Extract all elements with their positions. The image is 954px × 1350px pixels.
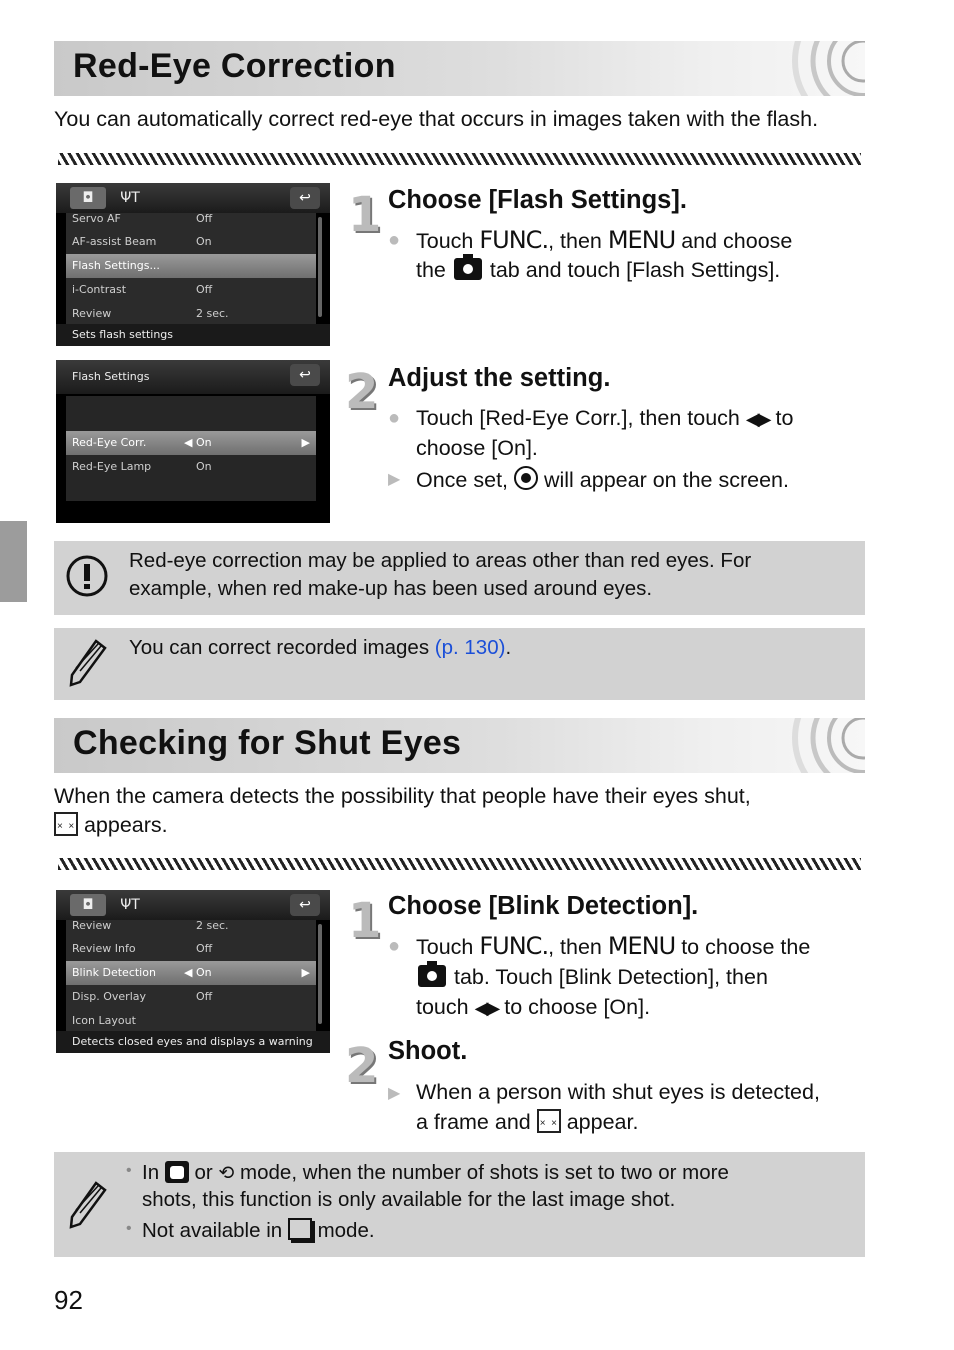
banner-ripple-icon	[745, 41, 865, 96]
step-number: 1	[348, 187, 382, 243]
back-icon: ↩	[290, 894, 320, 916]
tools-tab-icon: ΨΤ	[120, 897, 140, 913]
step-number: 1	[348, 893, 382, 949]
instruction-bullet: ● Touch FUNC., then MENU and choose the tab and touch [Flash Settings].	[388, 226, 793, 282]
left-right-arrows-icon: ◀▶	[474, 998, 499, 1018]
bullet-dot-icon: •	[126, 1220, 132, 1237]
func-icon: FUNC.	[479, 226, 549, 254]
screen-header	[56, 360, 330, 394]
list-item-selected: Red-Eye Corr. On ◀ ▶	[66, 431, 316, 455]
menu-list	[66, 920, 316, 1032]
step-heading: Choose [Flash Settings].	[388, 186, 687, 214]
instruction-bullet: ● Touch FUNC., then MENU to choose the tab. Touch [Blink Detection], then touch ◀▶ to choose [On].	[388, 932, 811, 1019]
list-item-selected: Flash Settings...	[66, 254, 316, 278]
camera-tab-icon	[454, 258, 482, 280]
self-timer-icon: ⟲	[218, 1163, 235, 1184]
bullet-dot-icon: •	[126, 1162, 132, 1179]
section-intro: You can automatically correct red-eye that occurs in images taken with the flash.	[54, 107, 819, 131]
list-item: Red-Eye Lamp On	[72, 460, 212, 473]
continuous-shooting-icon	[288, 1218, 312, 1240]
caution-text-line: Red-eye correction may be applied to areas other than red eyes. For	[129, 549, 752, 572]
list-item-selected: Blink Detection On ◀ ▶	[66, 961, 316, 985]
result-arrow-icon: ▶	[388, 1085, 401, 1102]
memo-text: You can correct recorded images (p. 130).	[129, 636, 512, 659]
settings-list	[66, 396, 316, 501]
list-item: Review 2 sec.	[72, 919, 229, 932]
list-item: Disp. Overlay Off	[72, 990, 213, 1003]
camera-tab-icon: ◘	[70, 894, 106, 916]
menu-list	[66, 213, 316, 325]
scrollbar	[318, 924, 322, 1024]
page-number: 92	[54, 1285, 83, 1315]
screen-title: Flash Settings	[72, 370, 150, 383]
section-title: Checking for Shut Eyes	[73, 724, 462, 762]
screen-footer: Sets flash settings	[56, 324, 330, 346]
step-heading: Shoot.	[388, 1037, 468, 1065]
camera-tab-icon	[418, 965, 446, 987]
section-banner-red-eye	[54, 41, 865, 96]
list-item: i-Contrast Off	[72, 283, 213, 296]
instruction-bullet: ● Touch [Red-Eye Corr.], then touch ◀▶ to choose [On]. ▶ Once set, will appear on the screen.	[388, 403, 858, 498]
instruction-bullet: ▶ When a person with shut eyes is detected, a frame and × × appear.	[388, 1077, 858, 1139]
banner-ripple-icon	[745, 718, 865, 773]
memo-text-line: shots, this function is only available for the last image shot.	[142, 1188, 676, 1211]
list-item: Review 2 sec.	[72, 307, 229, 320]
pencil-icon	[68, 638, 108, 688]
menu-icon: MENU	[607, 932, 676, 960]
step-number: 2	[345, 1038, 379, 1094]
smart-shutter-face-icon	[165, 1161, 189, 1183]
hatch-divider	[58, 153, 861, 165]
caution-box	[54, 541, 865, 615]
section-banner-shut-eyes	[54, 718, 865, 773]
scrollbar	[318, 217, 322, 317]
memo-text-line: Not available in mode.	[142, 1219, 375, 1242]
memo-text-line: In or ⟲ mode, when the number of shots is set to two or more	[142, 1161, 729, 1184]
list-item: AF-assist Beam On	[72, 235, 212, 248]
memo-box	[54, 628, 865, 700]
back-icon: ↩	[290, 364, 320, 386]
shut-eyes-icon	[537, 1109, 561, 1133]
page-reference-link[interactable]: (p. 130)	[434, 636, 506, 659]
camera-screen-flash-settings	[56, 360, 330, 523]
left-right-arrows-icon: ◀▶	[745, 409, 770, 429]
back-icon: ↩	[290, 187, 320, 209]
section-title: Red-Eye Correction	[73, 47, 396, 85]
red-eye-icon	[514, 466, 538, 490]
step-heading: Adjust the setting.	[388, 364, 611, 392]
list-item: Review Info Off	[72, 942, 213, 955]
memo-box	[54, 1152, 865, 1257]
menu-icon: MENU	[607, 226, 676, 254]
step-number: 2	[345, 364, 379, 420]
result-arrow-icon: ▶	[388, 471, 401, 488]
bullet-dot-icon: ●	[388, 407, 401, 429]
pencil-icon	[68, 1180, 108, 1230]
screen-footer: Detects closed eyes and displays a warning	[56, 1031, 330, 1053]
right-arrow-icon: ▶	[301, 966, 310, 979]
camera-screen-menu	[56, 183, 330, 346]
left-arrow-icon: ◀	[184, 966, 193, 979]
tools-tab-icon: ΨΤ	[120, 190, 140, 206]
camera-tab-icon: ◘	[70, 187, 106, 209]
hatch-divider	[58, 858, 861, 870]
step-heading: Choose [Blink Detection].	[388, 892, 699, 920]
caution-text-line: example, when red make-up has been used around eyes.	[129, 577, 653, 600]
left-arrow-icon: ◀	[184, 436, 193, 449]
bullet-dot-icon: ●	[388, 935, 401, 957]
func-icon: FUNC.	[479, 932, 549, 960]
section-intro-line: When the camera detects the possibility that people have their eyes shut,	[54, 784, 751, 808]
shut-eyes-icon	[54, 812, 78, 836]
list-item: Servo AF Off	[72, 212, 213, 225]
camera-screen-blink	[56, 890, 330, 1053]
caution-icon	[66, 555, 108, 597]
chapter-side-tab	[0, 521, 27, 602]
section-intro-line: × × appears.	[54, 811, 168, 840]
right-arrow-icon: ▶	[301, 436, 310, 449]
list-item: Icon Layout	[72, 1014, 136, 1027]
bullet-dot-icon: ●	[388, 229, 401, 251]
